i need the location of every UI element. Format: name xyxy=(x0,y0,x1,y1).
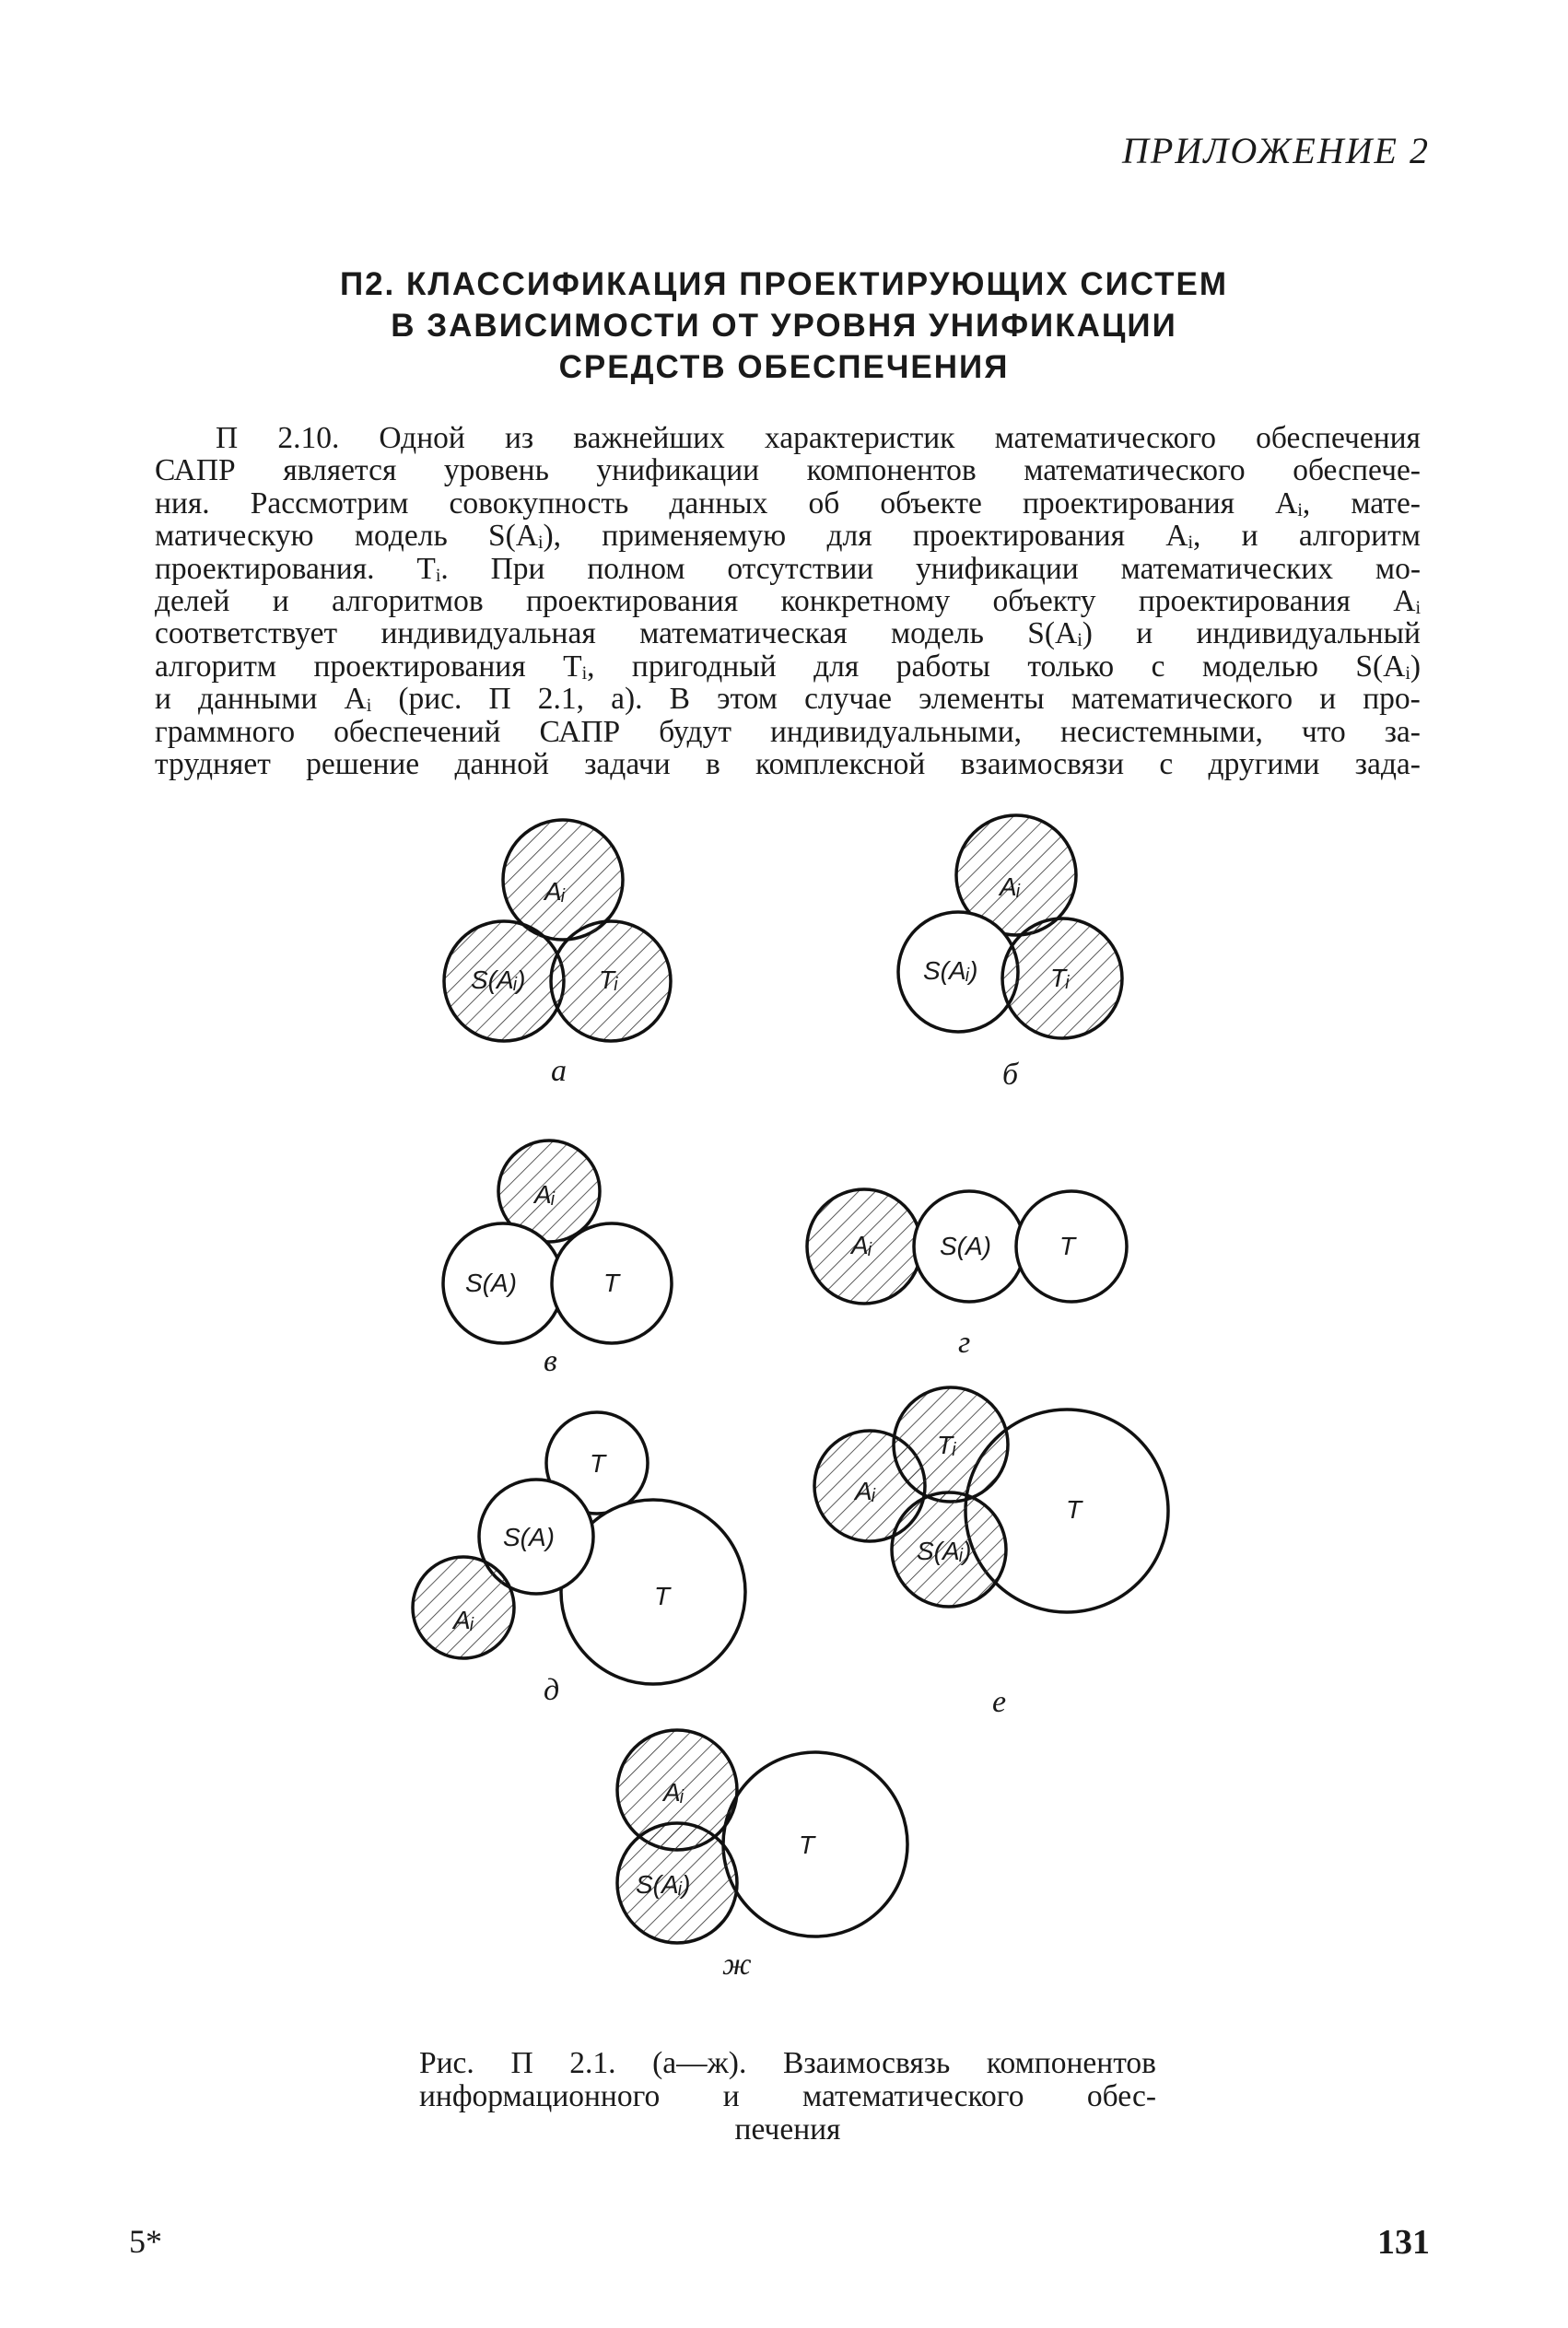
word: проектирования xyxy=(1022,485,1235,521)
panel-letter-g: г xyxy=(958,1326,971,1360)
word: матическую xyxy=(155,519,314,554)
word: САПР xyxy=(155,453,236,488)
panel-e xyxy=(814,1387,1168,1719)
word: пригодный xyxy=(631,649,777,684)
word: важнейших xyxy=(573,421,725,455)
word: компонентов xyxy=(986,2046,1156,2080)
word: обеспече- xyxy=(1293,453,1421,488)
caption-line xyxy=(419,2047,1156,2080)
label-g-data: Aᵢ xyxy=(851,1231,872,1259)
word: (рис. xyxy=(398,682,462,717)
panel-letter-zh: ж xyxy=(722,1948,752,1982)
label-b-data: Aᵢ xyxy=(1000,872,1021,901)
word: трудняет xyxy=(155,746,271,781)
section-title-line: П2. КЛАССИФИКАЦИЯ ПРОЕКТИРУЮЩИХ СИСТЕМ xyxy=(339,266,1229,302)
running-head: ПРИЛОЖЕНИЕ 2 xyxy=(1122,130,1430,171)
label-v-model: S(A) xyxy=(465,1269,517,1297)
signature-mark: 5* xyxy=(129,2223,162,2260)
label-e-data: Aᵢ xyxy=(855,1477,876,1505)
panel-letter-d: д xyxy=(544,1673,560,1707)
label-d-model: S(A) xyxy=(503,1523,555,1551)
word: уровень xyxy=(443,453,549,488)
word: граммного xyxy=(155,714,296,749)
word: математическая xyxy=(639,616,848,651)
label-d-data: Aᵢ xyxy=(453,1606,474,1634)
panel-letter-e: е xyxy=(992,1685,1007,1719)
body-line xyxy=(155,520,1421,552)
word: П xyxy=(488,682,511,717)
word: будут xyxy=(659,714,731,749)
word: объекте xyxy=(880,485,982,521)
word: с xyxy=(1151,649,1165,684)
word: комплексной xyxy=(755,746,926,781)
word: характеристик xyxy=(764,421,955,455)
label-g-algorithm: T xyxy=(1059,1232,1076,1260)
word: 2.10. xyxy=(277,421,340,455)
word: проектирования xyxy=(1138,583,1351,618)
panel-a xyxy=(444,820,671,1088)
word: проектирования. xyxy=(155,551,375,586)
word: про- xyxy=(1363,682,1421,717)
circle-zh-algorithm xyxy=(723,1752,907,1936)
word: Рассмотрим xyxy=(250,485,409,521)
word: математических xyxy=(1120,551,1333,586)
word: полном xyxy=(587,551,685,586)
word: только xyxy=(1027,649,1115,684)
word: решение xyxy=(306,746,420,781)
figure-venn-diagrams xyxy=(0,811,1568,2018)
panel-letter-v: в xyxy=(544,1344,557,1378)
label-e-algorithm-large: T xyxy=(1066,1495,1082,1524)
label-b-model: S(Aᵢ) xyxy=(923,956,978,985)
word: Взаимосвязь xyxy=(782,2046,951,2080)
word: проектирования xyxy=(912,519,1126,554)
word: моделью xyxy=(1201,649,1318,684)
word: взаимосвязи xyxy=(960,746,1125,781)
word: индивидуальный xyxy=(1196,616,1421,651)
word: В xyxy=(669,682,690,717)
word: модель xyxy=(354,519,448,554)
panel-letter-a: а xyxy=(551,1054,567,1088)
label-d-algorithm-small: T xyxy=(590,1449,606,1478)
word: Aᵢ xyxy=(344,682,372,717)
word: и xyxy=(1319,682,1337,717)
word: из xyxy=(504,421,534,455)
word: мо- xyxy=(1375,551,1421,586)
word: компонентов xyxy=(806,453,977,488)
word: информационного xyxy=(419,2079,661,2113)
word: данной xyxy=(454,746,549,781)
label-e-model: S(Aᵢ) xyxy=(917,1537,972,1565)
label-d-algorithm-large: T xyxy=(654,1582,671,1610)
caption-line xyxy=(419,2113,1156,2147)
word: и xyxy=(722,2079,740,2113)
word: Tᵢ. xyxy=(416,551,449,586)
word: за- xyxy=(1384,714,1421,749)
word: математического xyxy=(994,421,1216,455)
word: проектирования xyxy=(525,583,739,618)
word: алгоритм xyxy=(1298,519,1421,554)
body-paragraph xyxy=(155,422,1421,780)
word: элементы xyxy=(919,682,1045,717)
word: ния. xyxy=(155,485,210,521)
body-line xyxy=(155,553,1421,585)
word: обеспечения xyxy=(1256,421,1421,455)
word: унификации xyxy=(596,453,760,488)
body-line xyxy=(155,617,1421,649)
word: для xyxy=(813,649,860,684)
section-title-line: В ЗАВИСИМОСТИ ОТ УРОВНЯ УНИФИКАЦИИ xyxy=(391,308,1177,344)
word: данными xyxy=(198,682,318,717)
word: для xyxy=(826,519,872,554)
word: что xyxy=(1301,714,1346,749)
panel-zh xyxy=(617,1730,907,1982)
label-zh-data: Aᵢ xyxy=(663,1778,685,1807)
word: САПР xyxy=(539,714,621,749)
word: применяемую xyxy=(602,519,787,554)
page-number: 131 xyxy=(1377,2223,1430,2262)
word: Aᵢ xyxy=(1393,583,1421,618)
label-a-data: Aᵢ xyxy=(544,877,566,906)
word: индивидуальными, xyxy=(769,714,1022,749)
word: Aᵢ, xyxy=(1165,519,1201,554)
word: математического xyxy=(802,2079,1024,2113)
word: зада- xyxy=(1354,746,1421,781)
panel-letter-b: б xyxy=(1002,1058,1019,1092)
word: об xyxy=(808,485,840,521)
word: несистемными, xyxy=(1059,714,1263,749)
caption-word-group: печения xyxy=(734,2112,841,2147)
body-line xyxy=(155,748,1421,780)
word: и xyxy=(272,583,289,618)
word: унификации xyxy=(916,551,1079,586)
word: обес- xyxy=(1086,2079,1156,2113)
label-a-model: S(Aᵢ) xyxy=(471,965,526,994)
word: 2.1. xyxy=(569,2046,616,2080)
word: модель xyxy=(890,616,984,651)
body-line xyxy=(155,683,1421,715)
label-zh-algorithm: T xyxy=(799,1831,815,1859)
word: в xyxy=(705,746,720,781)
label-a-algorithm: Tᵢ xyxy=(599,965,618,994)
figure-caption xyxy=(419,2047,1156,2147)
word: этом xyxy=(717,682,778,717)
label-b-algorithm: Tᵢ xyxy=(1050,964,1070,992)
word: а). xyxy=(611,682,643,717)
word: индивидуальная xyxy=(380,616,596,651)
word: математического xyxy=(1071,682,1293,717)
word: обеспечений xyxy=(333,714,501,749)
word: Одной xyxy=(379,421,465,455)
body-line xyxy=(155,487,1421,520)
word: объекту xyxy=(992,583,1096,618)
body-line xyxy=(155,650,1421,683)
word: Aᵢ, xyxy=(1275,485,1311,521)
word: задачи xyxy=(584,746,671,781)
section-title-line: СРЕДСТВ ОБЕСПЕЧЕНИЯ xyxy=(558,349,1010,385)
word: математического xyxy=(1024,453,1246,488)
body-line xyxy=(155,716,1421,748)
word: П xyxy=(510,2046,533,2080)
word: S(Aᵢ) xyxy=(1027,616,1093,651)
word: Рис. xyxy=(419,2046,474,2080)
word: отсутствии xyxy=(727,551,874,586)
body-line xyxy=(155,585,1421,617)
caption-line xyxy=(419,2080,1156,2113)
word: и xyxy=(155,682,171,717)
body-line xyxy=(155,422,1421,454)
label-e-algorithm: Tᵢ xyxy=(937,1431,956,1459)
word: Tᵢ, xyxy=(563,649,595,684)
panel-g xyxy=(807,1189,1127,1360)
word: работы xyxy=(895,649,990,684)
word: совокупность xyxy=(449,485,629,521)
word: проектирования xyxy=(313,649,526,684)
word: данных xyxy=(669,485,768,521)
word: является xyxy=(283,453,397,488)
word: П xyxy=(216,421,239,455)
word: S(Aᵢ) xyxy=(1355,649,1421,684)
word: мате- xyxy=(1351,485,1421,521)
word: 2.1, xyxy=(537,682,585,717)
venn-diagram-svg xyxy=(0,811,1568,2018)
word: делей xyxy=(155,583,230,618)
panel-b xyxy=(898,815,1122,1092)
panel-v xyxy=(443,1141,672,1378)
label-v-data: Aᵢ xyxy=(534,1180,556,1209)
word: и xyxy=(1136,616,1153,651)
word: (а—ж). xyxy=(652,2046,747,2080)
word: и xyxy=(1241,519,1258,554)
word: с xyxy=(1159,746,1174,781)
panel-d xyxy=(413,1412,745,1707)
word: S(Aᵢ), xyxy=(488,519,562,554)
word: алгоритмов xyxy=(332,583,484,618)
word: соответствует xyxy=(155,616,338,651)
label-g-model: S(A) xyxy=(940,1232,991,1260)
word: другими xyxy=(1208,746,1320,781)
body-line xyxy=(155,454,1421,486)
label-v-algorithm: T xyxy=(603,1269,620,1297)
section-title xyxy=(0,263,1568,388)
word: При xyxy=(490,551,545,586)
label-zh-model: S(Aᵢ) xyxy=(636,1870,691,1899)
word: конкретному xyxy=(780,583,951,618)
word: случае xyxy=(804,682,892,717)
word: алгоритм xyxy=(155,649,277,684)
